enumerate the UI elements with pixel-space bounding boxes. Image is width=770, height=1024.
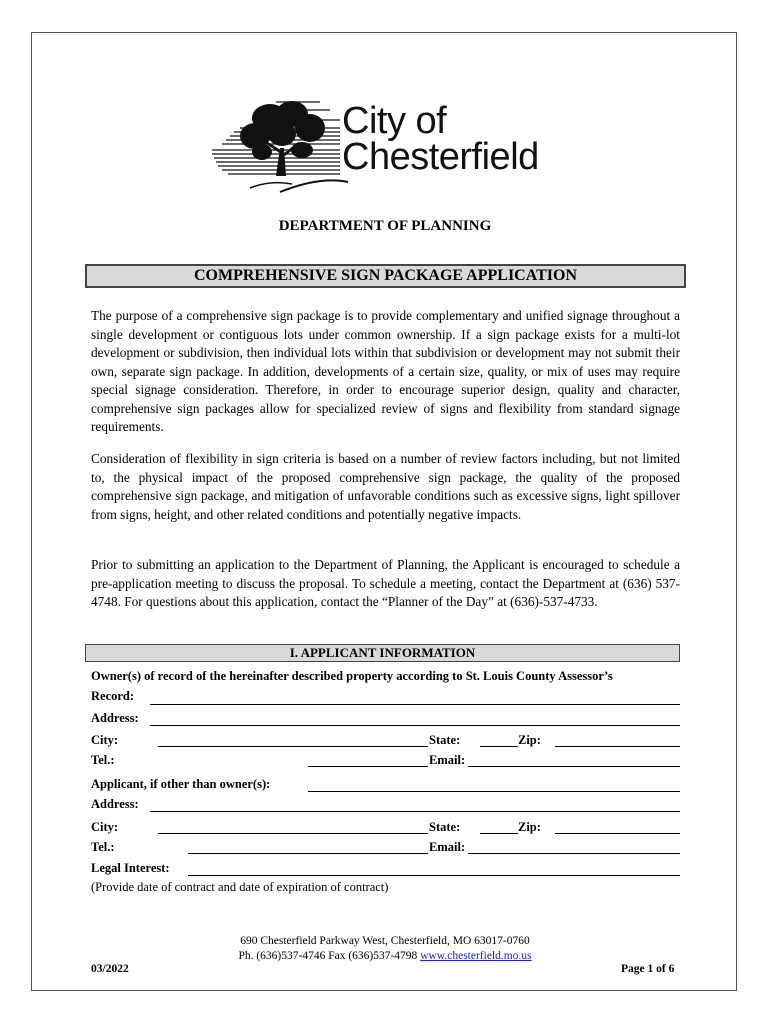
footer-website-link[interactable]: www.chesterfield.mo.us xyxy=(420,950,532,962)
intro-paragraph-1: The purpose of a comprehensive sign package is to provide complementary and unified signage throughout a single development or contiguous lots under common ownership. If a sign package exists for a multi-lot development or subdivision, then individual lots within that subdivision or development may not submit their own, separate sign package. In addition, developments of a certain size, quality, or mix of uses may require special signage consideration. Therefore, in order to encourage superior design, quality and character, comprehensive sign packages allow for specialized review of signs and flexibility from standard signage requirements. xyxy=(91,308,680,434)
applicant-state-label: State: xyxy=(429,820,461,834)
applicant-zip-field[interactable] xyxy=(555,833,680,834)
department-title: DEPARTMENT OF PLANNING xyxy=(278,218,492,234)
owner-tel-label: Tel.: xyxy=(91,753,115,767)
footer-date: 03/2022 xyxy=(91,963,129,975)
applicant-address-field[interactable] xyxy=(150,811,680,812)
section-applicant-information-header: I. APPLICANT INFORMATION xyxy=(85,644,680,662)
legal-interest-label: Legal Interest: xyxy=(91,861,170,875)
applicant-state-field[interactable] xyxy=(480,833,518,834)
footer-address: 690 Chesterfield Parkway West, Chesterfield, MO 63017-0760 xyxy=(240,935,530,947)
applicant-zip-label: Zip: xyxy=(518,820,541,834)
owner-zip-label: Zip: xyxy=(518,733,541,747)
form-title: COMPREHENSIVE SIGN PACKAGE APPLICATION xyxy=(85,264,686,288)
owner-city-label: City: xyxy=(91,733,119,747)
city-logo-text xyxy=(342,100,539,178)
applicant-tel-field[interactable] xyxy=(188,853,428,854)
intro-paragraph-3: Prior to submitting an application to the Department of Planning, the Applicant is encouraged to schedule a pre-application meeting to discuss the proposal. To schedule a meeting, contact the Department at (636) 537-4748. For questions about this application, contact the “Planner of the Day” at (636)-537-4733. xyxy=(91,557,680,609)
applicant-tel-label: Tel.: xyxy=(91,840,115,854)
applicant-city-field[interactable] xyxy=(158,833,428,834)
applicant-address-label: Address: xyxy=(91,797,139,811)
owner-state-field[interactable] xyxy=(480,746,518,747)
owner-heading: Owner(s) of record of the hereinafter described property according to St. Louis County Assessor’s xyxy=(91,669,613,683)
record-label: Record: xyxy=(91,689,135,703)
applicant-name-field[interactable] xyxy=(308,791,680,792)
owner-email-field[interactable] xyxy=(468,766,680,767)
legal-interest-note: (Provide date of contract and date of expiration of contract) xyxy=(91,880,389,894)
owner-city-field[interactable] xyxy=(158,746,428,747)
logo-line1: City of xyxy=(342,100,447,142)
intro-paragraph-2: Consideration of flexibility in sign criteria is based on a number of review factors including, but not limited to, the physical impact of the proposed comprehensive sign package, the quality of the proposed comprehensive sign package, and mitigation of unfavorable conditions such as excessive signs, light spillover from signs, height, and other related conditions and potentially negative impacts. xyxy=(91,451,680,522)
footer-contact xyxy=(0,949,770,964)
applicant-email-field[interactable] xyxy=(468,853,680,854)
owner-state-label: State: xyxy=(429,733,461,747)
applicant-email-label: Email: xyxy=(429,840,466,854)
owner-address-field[interactable] xyxy=(150,725,680,726)
owner-tel-field[interactable] xyxy=(308,766,428,767)
logo-line2: Chesterfield xyxy=(342,136,539,178)
owner-zip-field[interactable] xyxy=(555,746,680,747)
legal-interest-field[interactable] xyxy=(188,875,680,876)
footer-page-number: Page 1 of 6 xyxy=(621,963,675,975)
owner-address-label: Address: xyxy=(91,711,139,725)
owner-email-label: Email: xyxy=(429,753,466,767)
applicant-label: Applicant, if other than owner(s): xyxy=(91,777,271,791)
applicant-city-label: City: xyxy=(91,820,119,834)
footer-phone-fax: Ph. (636)537-4746 Fax (636)537-4798 xyxy=(238,950,418,962)
owner-record-field[interactable] xyxy=(150,704,680,705)
